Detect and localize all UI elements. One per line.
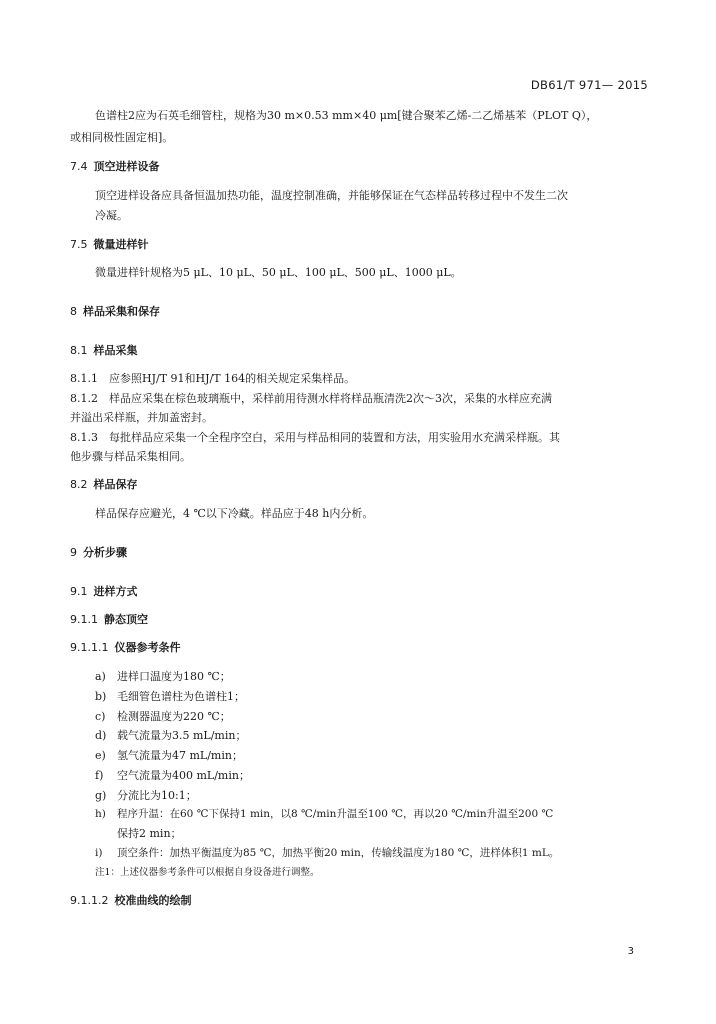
- list-item: [95, 727, 246, 743]
- list-marker: d): [95, 729, 107, 742]
- list-item: [95, 688, 245, 704]
- heading-7-4: [70, 158, 160, 174]
- heading-9-1-1-2: [70, 892, 191, 908]
- heading-number: 9.1.1.1: [70, 641, 109, 654]
- list-item: [95, 668, 231, 684]
- list-text: 空气流量为400 mL/min；: [117, 769, 250, 782]
- heading-9-1-1: [70, 611, 148, 627]
- heading-number: 8.1: [70, 344, 88, 357]
- heading-8-2: [70, 476, 138, 492]
- clause-8-1-3-line2: 他步骤与样品采集相同。: [70, 450, 191, 463]
- paragraph-column-spec-line1: 色谱柱2应为石英毛细管柱，规格为30 m×0.53 mm×40 μm[键合聚苯乙烯-二乙烯基苯（PLOT Q），: [95, 109, 598, 122]
- list-text: 毛细管色谱柱为色谱柱1；: [117, 690, 245, 703]
- list-text: 进样口温度为180 ℃；: [117, 670, 231, 683]
- clause-8-1-2-line1: 8.1.2 样品应采集在棕色玻璃瓶中，采样前用待测水样将样品瓶清洗2次～3次，采集的水样应充满: [70, 392, 552, 405]
- clause-8-1-1: 8.1.1 应参照HJ/T 91和HJ/T 164的相关规定采集样品。: [70, 372, 356, 385]
- heading-8-1: [70, 342, 138, 358]
- heading-title: 校准曲线的绘制: [114, 894, 192, 907]
- paragraph-headspace-line2: 冷凝。: [95, 209, 128, 222]
- list-text: 载气流量为3.5 mL/min；: [117, 729, 247, 742]
- list-text: 程序升温：在60 ℃下保持1 min，以8 ℃/min升温至100 ℃，再以20 ℃/min升温至200 ℃: [117, 808, 554, 820]
- clause-8-1-2-line2: 并溢出采样瓶，并加盖密封。: [70, 411, 213, 424]
- heading-number: 9: [70, 546, 77, 559]
- heading-number: 8: [70, 305, 77, 318]
- clause-8-1-3-line1: 8.1.3 每批样品应采集一个全程序空白，采用与样品相同的装置和方法，用实验用水充满采样瓶。其: [70, 431, 560, 444]
- page-number: 3: [627, 946, 634, 957]
- list-text: 分流比为10:1；: [117, 789, 197, 802]
- list-item: [95, 787, 197, 803]
- list-item: [95, 767, 250, 783]
- list-item: [95, 806, 553, 821]
- paragraph-storage: 样品保存应避光，4 ℃以下冷藏。样品应于48 h内分析。: [95, 507, 374, 520]
- list-marker: g): [95, 789, 107, 802]
- heading-title: 分析步骤: [83, 546, 127, 559]
- heading-number: 7.5: [70, 238, 88, 251]
- list-text: 顶空条件：加热平衡温度为85 ℃，加热平衡20 min，传输线温度为180 ℃，进样体积1 mL。: [117, 847, 560, 859]
- paragraph-column-spec-line2: 或相同极性固定相]。: [70, 131, 174, 144]
- list-marker: a): [95, 670, 106, 683]
- list-marker: f): [95, 769, 104, 782]
- list-marker: c): [95, 710, 106, 723]
- heading-number: 9.1.1.2: [70, 894, 109, 907]
- list-text: 保持2 min；: [117, 827, 182, 840]
- heading-8: [70, 303, 160, 319]
- heading-title: 顶空进样设备: [93, 160, 160, 173]
- heading-7-5: [70, 236, 149, 252]
- note-1: 注1：上述仪器参考条件可以根据自身设备进行调整。: [95, 867, 320, 878]
- heading-9: [70, 544, 127, 560]
- list-marker: h): [95, 808, 106, 820]
- list-item-continuation: [95, 825, 182, 841]
- list-item: [95, 747, 243, 763]
- list-marker: e): [95, 749, 106, 762]
- heading-title: 进样方式: [93, 585, 138, 598]
- list-marker: i): [95, 847, 103, 859]
- heading-9-1: [70, 583, 138, 599]
- heading-title: 微量进样针: [93, 238, 149, 251]
- paragraph-headspace-line1: 顶空进样设备应具备恒温加热功能，温度控制准确，并能够保证在气态样品转移过程中不发生二次: [95, 189, 568, 202]
- heading-title: 静态顶空: [104, 613, 148, 626]
- standard-number: DB61/T 971— 2015: [530, 78, 648, 92]
- paragraph-syringe: 微量进样针规格为5 μL、10 μL、50 μL、100 μL、500 μL、1000 μL。: [95, 266, 462, 279]
- list-text: 检测器温度为220 ℃；: [117, 710, 231, 723]
- heading-title: 样品保存: [93, 478, 138, 491]
- heading-title: 样品采集和保存: [83, 305, 160, 318]
- heading-number: 9.1: [70, 585, 88, 598]
- heading-number: 7.4: [70, 160, 88, 173]
- heading-title: 仪器参考条件: [114, 641, 181, 654]
- heading-title: 样品采集: [93, 344, 138, 357]
- list-marker: b): [95, 690, 107, 703]
- heading-number: 9.1.1: [70, 613, 98, 626]
- heading-9-1-1-1: [70, 639, 180, 655]
- list-text: 氢气流量为47 mL/min；: [117, 749, 243, 762]
- heading-number: 8.2: [70, 478, 88, 491]
- list-item: [95, 708, 231, 724]
- list-item: [95, 845, 559, 860]
